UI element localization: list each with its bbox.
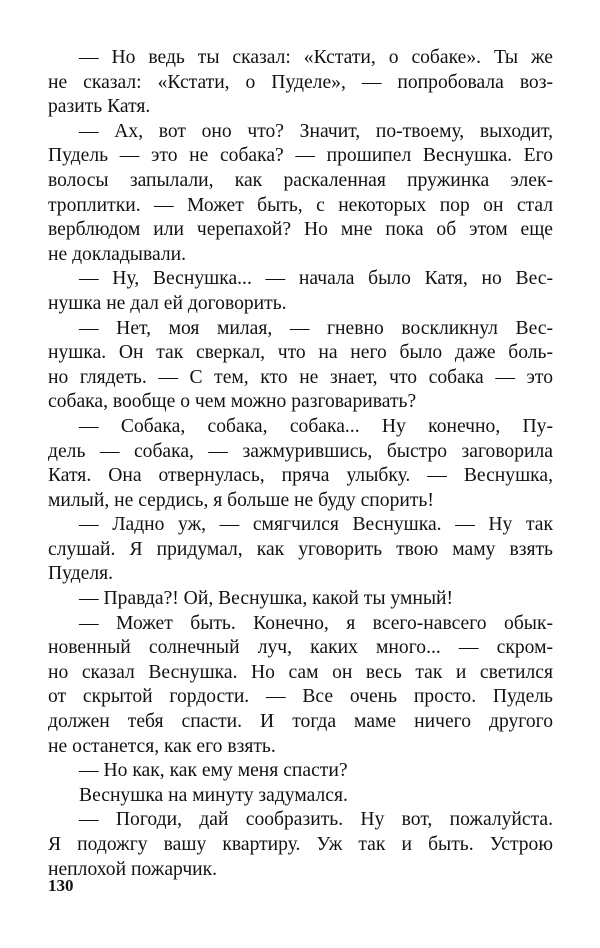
text-line: слушай. Я придумал, как уговорить твою маму взять <box>48 538 553 560</box>
text-line: — Но как, как ему меня спасти? <box>79 760 348 782</box>
text-line: — Может быть. Конечно, я всего-навсего обык- <box>79 612 553 634</box>
text-line: Пудель — это не собака? — прошипел Веснушка. Его <box>48 145 553 167</box>
text-line: — Ладно уж, — смягчился Веснушка. — Ну так <box>79 514 553 536</box>
text-line: — Ну, Веснушка... — начала было Катя, но Вес- <box>79 268 553 290</box>
page-number: 130 <box>48 876 74 895</box>
text-line: Я подожгу вашу квартиру. Уж так и быть. Устрою <box>48 834 553 855</box>
text-line: но глядеть. — С тем, кто не знает, что собака — это <box>48 366 553 388</box>
text-line: — Ах, вот оно что? Значит, по-твоему, выходит, <box>79 120 553 142</box>
text-line: разить Катя. <box>48 96 151 118</box>
text-line: новенный солнечный луч, каких много... — скром- <box>48 637 553 659</box>
text-line: Веснушка на минуту задумался. <box>79 784 348 806</box>
text-line: Катя. Она отвернулась, пряча улыбку. — Веснушка, <box>48 465 553 487</box>
text-line: не докладывали. <box>48 243 186 265</box>
text-line: нушка. Он так сверкал, что на него было даже боль- <box>48 342 553 364</box>
text-line: троплитки. — Может быть, с некоторых пор он стал <box>48 194 553 216</box>
body-text <box>48 46 553 882</box>
text-line: — Правда?! Ой, Веснушка, какой ты умный! <box>79 588 454 610</box>
text-line: дель — собака, — зажмурившись, быстро заговорила <box>48 440 553 462</box>
text-line: нушка не дал ей договорить. <box>48 292 287 314</box>
text-line: не сказал: «Кстати, о Пуделе», — попробовала воз- <box>48 71 553 93</box>
text-line: от скрытой гордости. — Все очень просто. Пудель <box>48 686 553 708</box>
text-line: — Погоди, дай сообразить. Ну вот, пожалуйста. <box>79 809 553 831</box>
text-line: неплохой пожарчик. <box>48 858 218 880</box>
text-line: волосы запылали, как раскаленная пружинка элек- <box>48 169 553 191</box>
text-line: — Собака, собака, собака... Ну конечно, Пу- <box>79 415 553 437</box>
text-line: — Но ведь ты сказал: «Кстати, о собаке». Ты же <box>79 47 553 68</box>
text-line: собака, вообще о чем можно разговаривать? <box>48 391 417 413</box>
text-line: должен тебя спасти. И тогда маме ничего другого <box>48 711 553 733</box>
text-line: не останется, как его взять. <box>48 735 276 757</box>
text-line: Пуделя. <box>48 563 114 585</box>
text-line: верблюдом или черепахой? Но мне пока об этом еще <box>48 219 553 241</box>
text-line: — Нет, моя милая, — гневно воскликнул Вес- <box>79 317 553 339</box>
text-line: но сказал Веснушка. Но сам он весь так и светился <box>48 661 553 683</box>
text-line: милый, не сердись, я больше не буду спорить! <box>48 489 434 511</box>
